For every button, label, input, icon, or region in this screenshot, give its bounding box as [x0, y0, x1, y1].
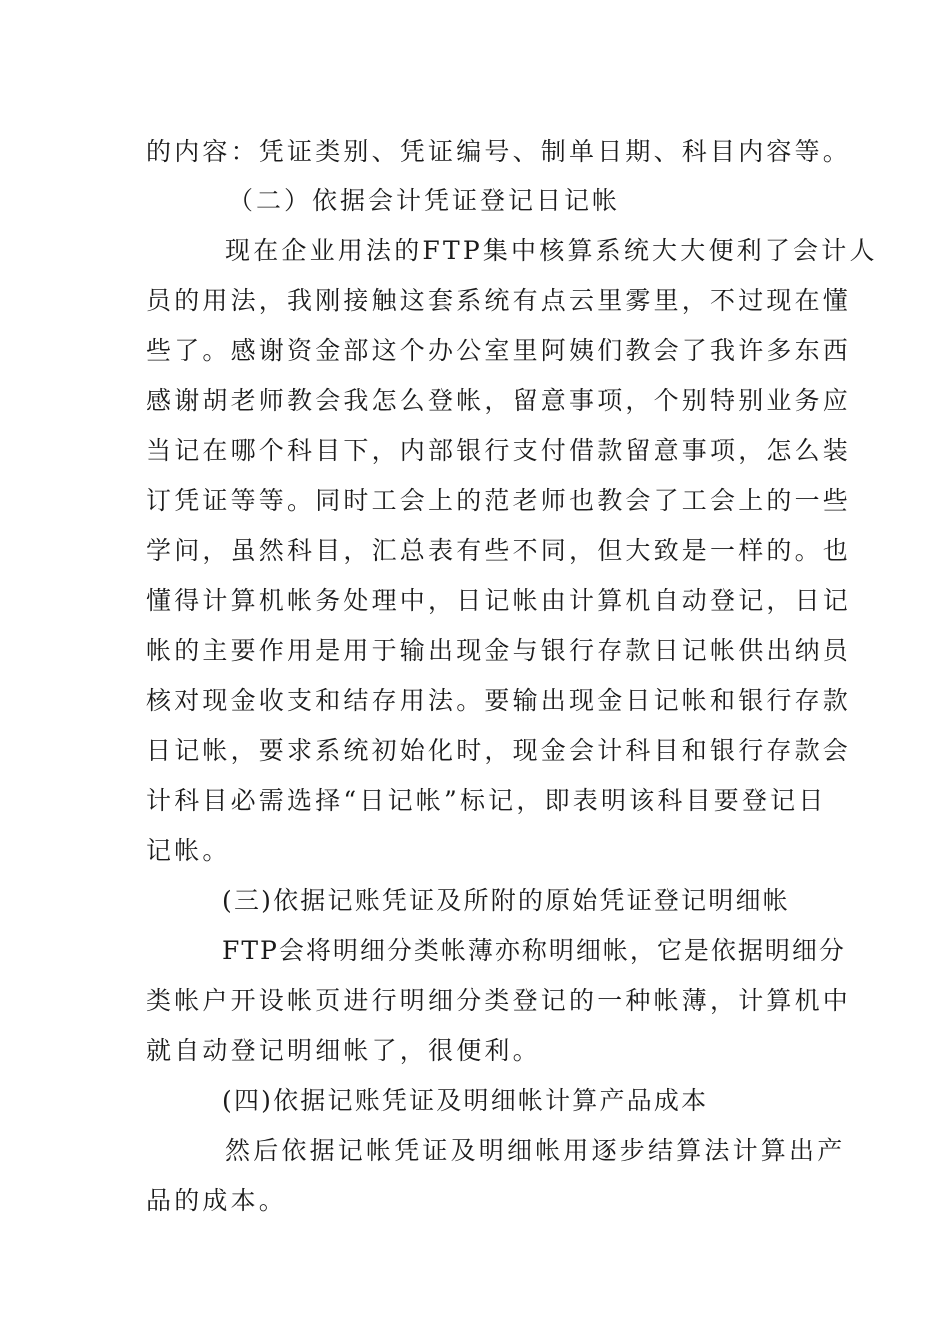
- text-line: 记帐。: [146, 836, 231, 865]
- section-heading: （二）依据会计凭证登记日记帐: [228, 186, 621, 215]
- section-heading: (四)依据记账凭证及明细帐计算产品成本: [222, 1086, 709, 1115]
- section-heading: (三)依据记账凭证及所附的原始凭证登记明细帐: [222, 886, 790, 915]
- text-line: 计科目必需选择“日记帐”标记，即表明该科目要登记日: [146, 786, 827, 815]
- text-line: 订凭证等等。同时工会上的范老师也教会了工会上的一些: [146, 486, 852, 515]
- text-line: 日记帐，要求系统初始化时，现金会计科目和银行存款会: [146, 736, 852, 765]
- text-line: 帐的主要作用是用于输出现金与银行存款日记帐供出纳员: [146, 636, 852, 665]
- text-line: 的内容：凭证类别、凭证编号、制单日期、科目内容等。: [146, 137, 852, 166]
- text-line: 然后依据记帐凭证及明细帐用逐步结算法计算出产: [225, 1136, 846, 1165]
- text-line: 些了。感谢资金部这个办公室里阿姨们教会了我许多东西: [146, 336, 852, 365]
- text-line: 品的成本。: [146, 1186, 288, 1215]
- text-line: 感谢胡老师教会我怎么登帐，留意事项，个别特别业务应: [146, 386, 852, 415]
- text-line: 核对现金收支和结存用法。要输出现金日记帐和银行存款: [146, 686, 852, 715]
- text-line: 员的用法，我刚接触这套系统有点云里雾里，不过现在懂: [146, 286, 852, 315]
- text-line: 学问，虽然科目，汇总表有些不同，但大致是一样的。也: [146, 536, 852, 565]
- text-line: FTP会将明细分类帐薄亦称明细帐，它是依据明细分: [222, 936, 846, 965]
- text-line: 就自动登记明细帐了，很便利。: [146, 1036, 541, 1065]
- text-line: 当记在哪个科目下，内部银行支付借款留意事项，怎么装: [146, 436, 852, 465]
- text-line: 现在企业用法的FTP集中核算系统大大便利了会计人: [225, 236, 878, 265]
- text-line: 懂得计算机帐务处理中，日记帐由计算机自动登记，日记: [146, 586, 852, 615]
- text-line: 类帐户开设帐页进行明细分类登记的一种帐薄，计算机中: [146, 986, 852, 1015]
